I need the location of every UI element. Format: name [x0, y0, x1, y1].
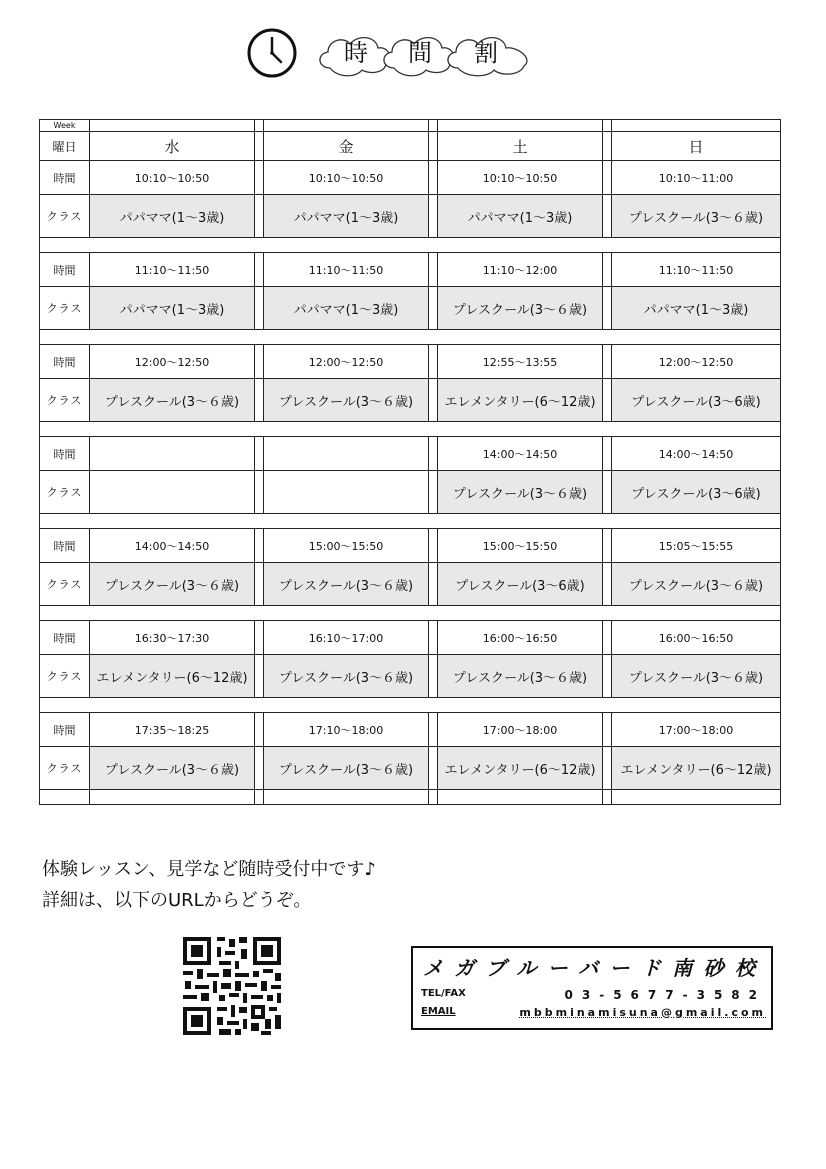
time-cell: 11:10〜11:50 [90, 253, 255, 287]
day-header: 日 [612, 132, 781, 161]
time-row [40, 437, 781, 471]
day-header: 水 [90, 132, 255, 161]
class-cell: パパママ(1〜3歳) [438, 195, 603, 238]
time-row [40, 621, 781, 655]
notice-line: 体験レッスン、見学など随時受付中です♪ [42, 859, 376, 880]
time-cell: 11:10〜11:50 [264, 253, 429, 287]
time-cell: 12:00〜12:50 [612, 345, 781, 379]
class-cell: プレスクール(3〜６歳) [264, 563, 429, 606]
time-row [40, 253, 781, 287]
class-cell [264, 471, 429, 514]
spacer-row [40, 790, 781, 805]
day-header: 金 [264, 132, 429, 161]
day-row [40, 132, 781, 161]
class-cell: プレスクール(3〜６歳) [264, 655, 429, 698]
class-cell: エレメンタリー(6〜12歳) [438, 379, 603, 422]
time-label: 時間 [40, 253, 90, 287]
class-cell: プレスクール(3〜6歳) [612, 471, 781, 514]
time-cell: 10:10〜10:50 [90, 161, 255, 195]
email-value[interactable]: mbbminamisuna@gmail.com [519, 1006, 766, 1019]
class-cell: パパママ(1〜3歳) [264, 287, 429, 330]
class-label: クラス [40, 379, 90, 422]
time-cell: 17:35〜18:25 [90, 713, 255, 747]
time-cell: 16:00〜16:50 [612, 621, 781, 655]
time-cell: 12:55〜13:55 [438, 345, 603, 379]
title-char: 割 [474, 39, 498, 67]
time-cell: 10:10〜10:50 [438, 161, 603, 195]
spacer-row [40, 238, 781, 253]
time-row [40, 529, 781, 563]
time-label: 時間 [40, 437, 90, 471]
time-row [40, 713, 781, 747]
class-cell: プレスクール(3〜６歳) [438, 287, 603, 330]
spacer-row [40, 698, 781, 713]
class-cell [90, 471, 255, 514]
time-cell: 17:00〜18:00 [612, 713, 781, 747]
class-label: クラス [40, 471, 90, 514]
time-row [40, 161, 781, 195]
class-row [40, 563, 781, 606]
class-cell: パパママ(1〜3歳) [90, 287, 255, 330]
class-cell: プレスクール(3〜６歳) [438, 471, 603, 514]
title-char: 間 [408, 39, 432, 67]
time-cell: 11:10〜12:00 [438, 253, 603, 287]
class-cell: プレスクール(3〜６歳) [264, 747, 429, 790]
page-header [244, 24, 544, 88]
time-cell: 15:00〜15:50 [264, 529, 429, 563]
class-label: クラス [40, 287, 90, 330]
spacer-row [40, 606, 781, 621]
week-row [40, 120, 781, 132]
time-cell: 10:10〜10:50 [264, 161, 429, 195]
class-label: クラス [40, 747, 90, 790]
time-cell: 14:00〜14:50 [438, 437, 603, 471]
class-label: クラス [40, 563, 90, 606]
class-cell: プレスクール(3〜６歳) [264, 379, 429, 422]
clock-icon [249, 30, 295, 76]
class-cell: プレスクール(3〜６歳) [612, 195, 781, 238]
tel-value[interactable]: 03-5677-3582 [564, 988, 766, 1002]
time-label: 時間 [40, 713, 90, 747]
notice-line: 詳細は、以下のURLからどうぞ。 [42, 890, 312, 911]
time-label: 時間 [40, 345, 90, 379]
school-name: メガブルーバード南砂校 [423, 956, 763, 980]
time-cell: 15:05〜15:55 [612, 529, 781, 563]
class-cell: エレメンタリー(6〜12歳) [612, 747, 781, 790]
class-cell: プレスクール(3〜６歳) [612, 563, 781, 606]
time-cell: 17:00〜18:00 [438, 713, 603, 747]
qr-code-icon[interactable] [183, 937, 281, 1035]
class-row [40, 471, 781, 514]
spacer-row [40, 422, 781, 437]
class-cell: プレスクール(3〜６歳) [90, 379, 255, 422]
class-label: クラス [40, 195, 90, 238]
time-cell: 12:00〜12:50 [264, 345, 429, 379]
class-cell: パパママ(1〜3歳) [90, 195, 255, 238]
time-cell [90, 437, 255, 471]
time-cell: 17:10〜18:00 [264, 713, 429, 747]
class-cell: パパママ(1〜3歳) [612, 287, 781, 330]
class-cell: プレスクール(3〜6歳) [438, 563, 603, 606]
spacer-row [40, 514, 781, 529]
class-cell: プレスクール(3〜６歳) [90, 563, 255, 606]
tel-label: TEL/FAX [421, 988, 466, 999]
class-cell: プレスクール(3〜６歳) [438, 655, 603, 698]
class-row [40, 195, 781, 238]
time-cell: 14:00〜14:50 [612, 437, 781, 471]
class-cell: エレメンタリー(6〜12歳) [90, 655, 255, 698]
notice [42, 854, 376, 916]
class-cell: プレスクール(3〜6歳) [612, 379, 781, 422]
class-cell: エレメンタリー(6〜12歳) [438, 747, 603, 790]
day-label: 曜日 [40, 132, 90, 161]
week-label: Week [40, 120, 90, 132]
time-cell: 12:00〜12:50 [90, 345, 255, 379]
class-cell: パパママ(1〜3歳) [264, 195, 429, 238]
class-row [40, 287, 781, 330]
day-header: 土 [438, 132, 603, 161]
timetable [39, 119, 781, 805]
time-cell: 16:30〜17:30 [90, 621, 255, 655]
email-label: EMAIL [421, 1006, 456, 1017]
class-row [40, 747, 781, 790]
time-cell: 11:10〜11:50 [612, 253, 781, 287]
time-cell: 14:00〜14:50 [90, 529, 255, 563]
time-cell: 16:00〜16:50 [438, 621, 603, 655]
time-cell: 16:10〜17:00 [264, 621, 429, 655]
time-row [40, 345, 781, 379]
time-cell: 10:10〜11:00 [612, 161, 781, 195]
title-char: 時 [344, 39, 368, 67]
time-label: 時間 [40, 529, 90, 563]
class-row [40, 655, 781, 698]
time-label: 時間 [40, 161, 90, 195]
time-cell: 15:00〜15:50 [438, 529, 603, 563]
time-label: 時間 [40, 621, 90, 655]
class-cell: プレスクール(3〜６歳) [90, 747, 255, 790]
class-cell: プレスクール(3〜６歳) [612, 655, 781, 698]
class-label: クラス [40, 655, 90, 698]
spacer-row [40, 330, 781, 345]
time-cell [264, 437, 429, 471]
class-row [40, 379, 781, 422]
contact-box [411, 946, 773, 1030]
